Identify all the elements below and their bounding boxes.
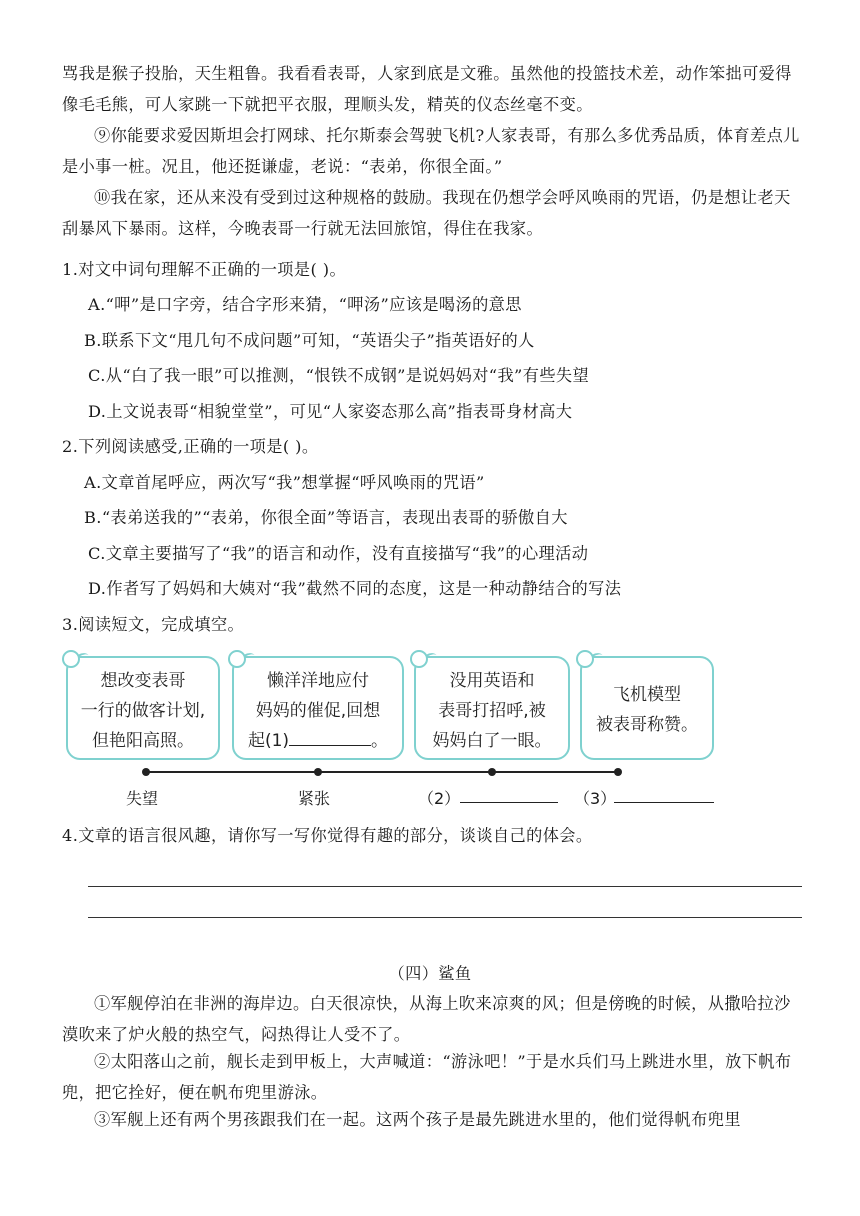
plot-box-1-line: 但艳阳高照。 [92,731,194,751]
answer-blank-2[interactable] [460,786,558,803]
passage-paragraph-9: ⑨你能要求爱因斯坦会打网球、托尔斯泰会驾驶飞机?人家表哥，有那么多优秀品质，体育差点儿是小事一桩。况且，他还挺谦虚，老说：“表弟，你很全面。” [62,126,800,176]
plot-box-3-line: 妈妈白了一眼。 [432,731,552,751]
timeline-dot [314,768,322,776]
section-4-title: （四）鲨鱼 [388,964,472,983]
answer-blank-1[interactable] [289,729,371,746]
passage-paragraph-10: ⑩我在家，还从来没有受到过这种规格的鼓励。我现在仍想学会呼风唤雨的咒语，仍是想让老天刮暴风下暴雨。这样，今晚表哥一行就无法回旅馆，得住在我家。 [62,188,791,238]
plot-box-2-line: 起(1) [247,731,290,751]
bubble-ring-decoration [576,650,594,668]
plot-box-4 [580,656,714,760]
timeline-dot [142,768,150,776]
timeline-label-disappointed: 失望 [126,789,159,808]
question-1-option-a[interactable]: A.“呷”是口字旁，结合字形来猜，“呷汤”应该是喝汤的意思 [88,295,522,314]
question-3-stem: 3.阅读短文，完成填空。 [62,615,245,634]
question-2-stem: 2.下列阅读感受,正确的一项是( )。 [62,437,319,456]
question-2-option-b[interactable]: B.“表弟送我的”“表弟，你很全面”等语言，表现出表哥的骄傲自大 [84,508,568,527]
plot-box-3-line: 表哥打招呼,被 [438,701,546,721]
section-4-paragraph-3: ③军舰上还有两个男孩跟我们在一起。这两个孩子是最先跳进水里的，他们觉得帆布兜里 [94,1110,741,1129]
plot-box-1-line: 想改变表哥 [100,671,186,691]
answer-line[interactable] [88,886,802,887]
question-1-option-b[interactable]: B.联系下文“甩几句不成问题”可知，“英语尖子”指英语好的人 [84,331,535,350]
plot-box-1 [66,656,220,760]
section-4-paragraph-2: ②太阳落山之前，舰长走到甲板上，大声喊道：“游泳吧！”于是水兵们马上跳进水里，放下帆布兜，把它拴好，便在帆布兜里游泳。 [62,1052,792,1102]
passage-paragraph-8-end: 骂我是猴子投胎，天生粗鲁。我看看表哥，人家到底是文雅。虽然他的投篮技术差，动作笨拙可爱得像毛毛熊，可人家跳一下就把平衣服，理顺头发，精英的仪态丝毫不变。 [62,64,792,114]
timeline-dot [614,768,622,776]
plot-box-3 [414,656,570,760]
answer-blank-3[interactable] [614,786,714,803]
question-2-option-c[interactable]: C.文章主要描写了“我”的语言和动作，没有直接描写“我”的心理活动 [88,544,589,563]
question-2-option-a[interactable]: A.文章首尾呼应，两次写“我”想掌握“呼风唤雨的咒语” [84,473,485,492]
question-1-stem: 1.对文中词句理解不正确的一项是( )。 [62,260,347,279]
plot-box-2-line: 懒洋洋地应付 [267,671,369,691]
question-4-stem: 4.文章的语言很风趣，请你写一写你觉得有趣的部分，谈谈自己的体会。 [62,826,593,845]
plot-box-2-end: 。 [371,731,389,751]
plot-box-2 [232,656,404,760]
plot-box-4-line: 被表哥称赞。 [596,715,698,735]
section-4-paragraph-1: ①军舰停泊在非洲的海岸边。白天很凉快，从海上吹来凉爽的风；但是傍晚的时候，从撒哈拉沙漠吹来了炉火般的热空气，闷热得让人受不了。 [62,994,791,1044]
plot-box-4-line: 飞机模型 [613,685,681,705]
timeline-label-3: （3） [574,789,617,808]
answer-line[interactable] [88,917,802,918]
timeline-label-2: （2） [418,789,461,808]
question-2-option-d[interactable]: D.作者写了妈妈和大姨对“我”截然不同的态度，这是一种动静结合的写法 [88,579,622,598]
emotion-timeline-line [146,771,618,773]
plot-box-1-line: 一行的做客计划, [80,701,206,721]
timeline-label-nervous: 紧张 [298,789,331,808]
question-1-option-d[interactable]: D.上文说表哥“相貌堂堂”，可见“人家姿态那么高”指表哥身材高大 [88,402,573,421]
timeline-dot [488,768,496,776]
plot-box-3-line: 没用英语和 [449,671,535,691]
question-1-option-c[interactable]: C.从“白了我一眼”可以推测，“恨铁不成钢”是说妈妈对“我”有些失望 [88,366,590,385]
plot-box-2-line: 妈妈的催促,回想 [255,701,381,721]
